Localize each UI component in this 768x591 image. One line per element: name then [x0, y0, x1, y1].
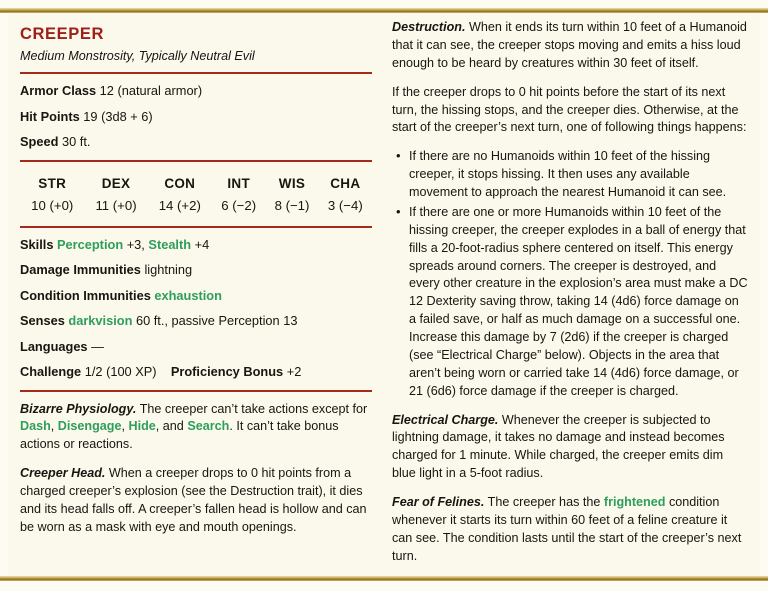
condition-exhaustion-link[interactable]: exhaustion [154, 287, 222, 303]
ability-value-str: 10 (+0) [31, 197, 74, 213]
stat-block-right-column [392, 19, 748, 572]
trait-destruction-text: When it ends its turn within 10 feet of a Humanoid that it can see, the creeper stops moving and emits a hiss loud enough to be heard by creatures within 30 feet of itself. [392, 20, 747, 70]
trait-creeper-head-text: When a creeper drops to 0 hit points from a charged creeper’s explosion (see the Destruction trait), it dies and its head falls off. A creeper’s fallen head is hollow and can be worn as a mask with eye and mouth openings. [20, 466, 367, 534]
proficiency-bonus-label: Proficiency Bonus [170, 364, 284, 380]
hit-points-line [20, 109, 372, 125]
armor-class-line [20, 83, 372, 99]
action-dash-link[interactable]: Dash [20, 419, 51, 434]
damage-immunities-label: Damage Immunities [20, 262, 141, 278]
divider-top [20, 72, 372, 74]
sep-1: , [50, 419, 58, 434]
condition-immunities-label: Condition Immunities [20, 287, 151, 303]
stat-block-left-column [20, 19, 372, 572]
condition-frightened-link[interactable]: frightened [603, 495, 666, 509]
sep-2: , [121, 419, 129, 434]
ability-header-int: INT [227, 175, 251, 191]
creature-type-line: Medium Monstrosity, Typically Neutral Evil [20, 49, 255, 64]
trait-fear-of-felines [392, 494, 748, 566]
sep-3: , and [155, 419, 188, 434]
condition-immunities-line [20, 288, 372, 304]
trait-destruction [392, 19, 748, 73]
challenge-value: 1/2 (100 XP) [84, 364, 157, 380]
trait-fear-of-felines-text-1: The creeper has the [484, 495, 604, 509]
destruction-outcome-list [392, 148, 748, 400]
languages-label: Languages [20, 338, 88, 354]
armor-class-label: Armor Class [20, 83, 97, 99]
damage-immunities-line [20, 262, 372, 278]
ability-header-cha: CHA [330, 175, 361, 191]
ability-header-row [20, 171, 372, 198]
divider-above-traits [20, 390, 372, 392]
trait-bizarre-physiology-text-2: . It can’t take bonus actions or reactions. [20, 419, 339, 452]
divider-above-abilities [20, 160, 372, 162]
ability-header-dex: DEX [101, 175, 131, 191]
creature-stat-block [8, 13, 760, 576]
speed-value: 30 ft. [61, 134, 91, 150]
speed-label: Speed [20, 134, 59, 150]
ability-header-con: CON [164, 175, 196, 191]
trait-fear-of-felines-text-2: condition whenever it starts its turn within 60 feet of a feline creature it can see. The condition lasts until the start of the creeper’s next turn. [392, 495, 742, 563]
trait-bizarre-physiology-name: Bizarre Physiology. [20, 401, 137, 416]
trait-bizarre-physiology [20, 401, 372, 455]
gold-rule-bottom [0, 576, 768, 581]
skill-stealth-bonus: +4 [191, 236, 210, 252]
ability-value-wis: 8 (−1) [274, 197, 310, 213]
ability-header-wis: WIS [278, 175, 306, 191]
action-disengage-link[interactable]: Disengage [57, 419, 122, 434]
trait-bizarre-physiology-text-1: The creeper can’t take actions except for [136, 401, 368, 416]
challenge-line [20, 364, 372, 380]
challenge-label: Challenge [20, 364, 82, 380]
hit-points-value: 19 (3d8 + 6) [83, 108, 153, 124]
senses-rest: 60 ft., passive Perception 13 [132, 313, 298, 329]
senses-line [20, 313, 372, 329]
trait-destruction-paragraph-2: If the creeper drops to 0 hit points before the start of its next turn, the hissing stops, and the creeper dies. Otherwise, at the start of the creeper’s next turn, one of following things happens: [392, 84, 747, 135]
skills-line [20, 237, 372, 253]
list-item: • If there are no Humanoids within 10 feet of the hissing creeper, it stops hissing. It then uses any available movement to approach the nearest Humanoid it can see. [409, 148, 748, 202]
ability-score-table [20, 171, 372, 219]
armor-class-value: 12 (natural armor) [99, 83, 203, 99]
hit-points-label: Hit Points [20, 108, 80, 124]
proficiency-bonus-value: +2 [286, 364, 302, 380]
creature-name: CREEPER [20, 25, 104, 43]
languages-line [20, 339, 372, 355]
ability-header-str: STR [38, 175, 67, 191]
trait-creeper-head [20, 465, 372, 537]
ability-value-dex: 11 (+0) [95, 197, 137, 213]
damage-immunities-value: lightning [144, 262, 193, 278]
senses-label: Senses [20, 313, 65, 329]
trait-electrical-charge [392, 412, 748, 484]
languages-value: — [91, 338, 104, 354]
speed-line [20, 134, 372, 150]
ability-value-row [20, 198, 372, 219]
skill-perception-link[interactable]: Perception [57, 236, 124, 252]
trait-electrical-charge-text: Whenever the creeper is subjected to lightning damage, it takes no damage and instead becomes charged for 1 minute. While charged, the creeper emits dim blue light in a 5-foot radius. [392, 412, 725, 481]
skills-label: Skills [20, 236, 54, 252]
trait-fear-of-felines-name: Fear of Felines. [392, 495, 485, 509]
list-item: • If there are one or more Humanoids within 10 feet of the hissing creeper, the creeper explodes in a ball of energy that fills a 20-foot-radius sphere centered on itself. This energy spreads around corners. The creeper is destroyed, and every other creature in the explosion’s area must make a DC 12 Dexterity saving throw, taking 14 (4d6) force damage on a failed save, or half as much damage on a successful one. Increase this damage by 7 (2d6) if the creeper is charged (see “Electrical Charge” below). Objects in the area that aren’t being worn or carried take 14 (4d6) force damage, or 21 (6d6) force damage if the creeper is charged. [409, 204, 748, 401]
divider-below-abilities [20, 226, 372, 228]
ability-value-cha: 3 (−4) [327, 197, 363, 213]
skill-stealth-link[interactable]: Stealth [148, 236, 192, 252]
skill-perception-bonus: +3, [123, 236, 149, 252]
trait-destruction-name: Destruction. [392, 20, 466, 34]
action-search-link[interactable]: Search [187, 419, 230, 434]
senses-darkvision-link[interactable]: darkvision [68, 313, 133, 329]
action-hide-link[interactable]: Hide [128, 419, 156, 434]
trait-electrical-charge-name: Electrical Charge. [392, 412, 499, 427]
ability-value-con: 14 (+2) [158, 197, 201, 213]
ability-value-int: 6 (−2) [221, 197, 257, 213]
trait-creeper-head-name: Creeper Head. [20, 466, 106, 481]
